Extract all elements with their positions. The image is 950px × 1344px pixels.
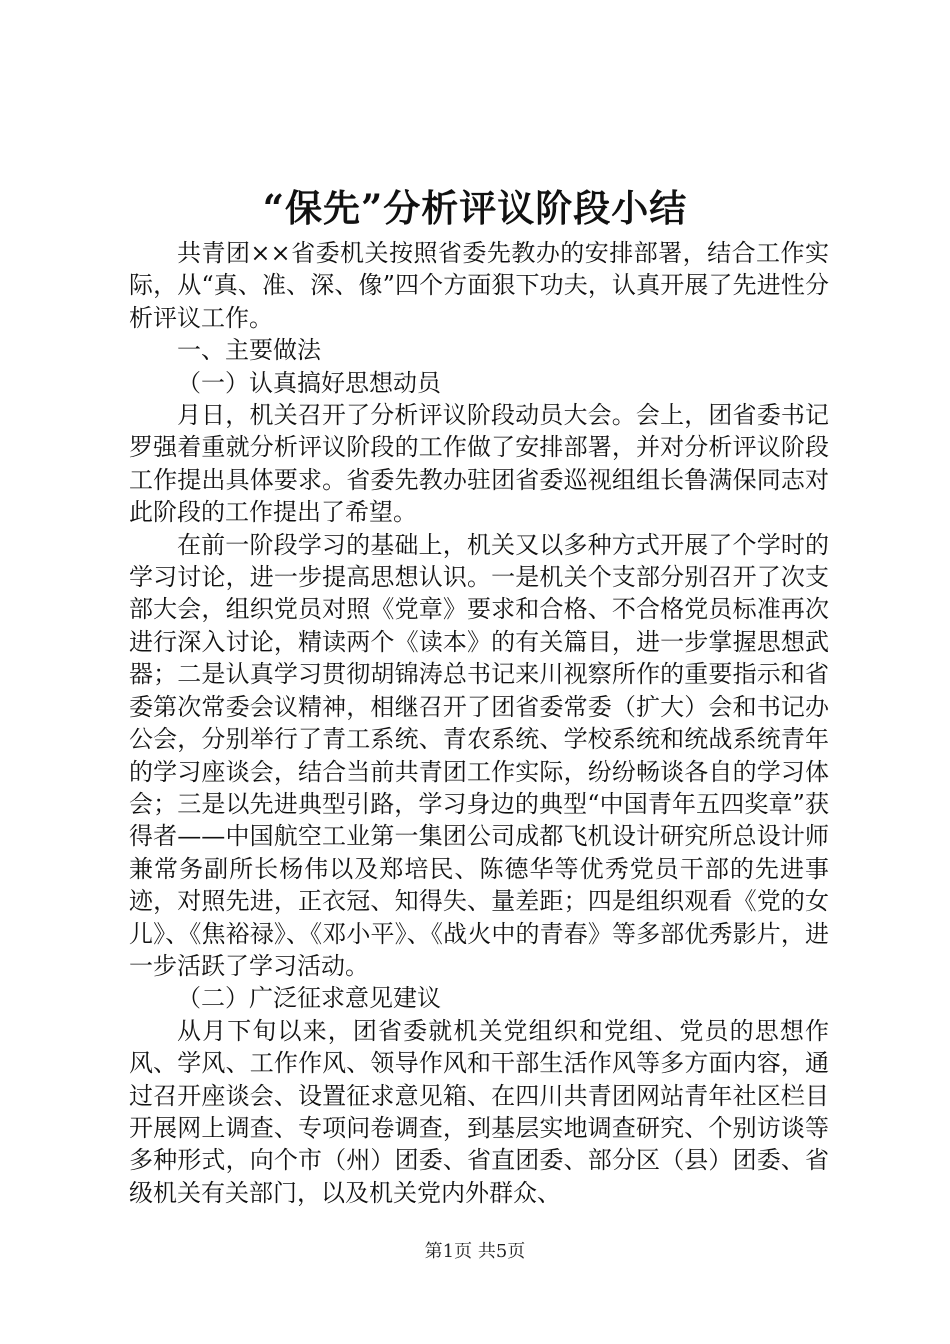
page-number-footer: 第1页 共5页 (424, 1241, 526, 1262)
subsection-heading-mobilization: （一）认真搞好思想动员 (177, 368, 441, 397)
subsection-heading-solicit-opinions: （二）广泛征求意见建议 (177, 984, 441, 1013)
document-title: “保先”分析评议阶段小结 (262, 186, 688, 230)
paragraph-mobilization-meeting: 月日，机关召开了分析评议阶段动员大会。会上，团省委书记罗强着重就分析评议阶段的工作做了安排部署，并对分析评议阶段工作提出具体要求。省委先教办驻团省委巡视组组长鲁满保同志对此阶段的工作提出了希望。 (129, 401, 829, 527)
paragraph-intro: 共青团××省委机关按照省委先教办的安排部署，结合工作实际，从“真、准、深、像”四个方面狠下功夫，认真开展了先进性分析评议工作。 (129, 239, 829, 332)
section-heading-main-practices: 一、主要做法 (177, 336, 321, 365)
paragraph-solicit-opinions: 从月下旬以来，团省委就机关党组织和党组、党员的思想作风、学风、工作作风、领导作风和干部生活作风等多方面内容，通过召开座谈会、设置征求意见箱、在四川共青团网站青年社区栏目开展网上调查、专项问卷调查，到基层实地调查研究、个别访谈等多种形式，向个市（州）团委、省直团委、部分区（县）团委、省级机关有关部门，以及机关党内外群众、 (129, 1016, 829, 1207)
document-body (129, 237, 829, 1209)
paragraph-study-discussion: 在前一阶段学习的基础上，机关又以多种方式开展了个学时的学习讨论，进一步提高思想认识。一是机关个支部分别召开了次支部大会，组织党员对照《党章》要求和合格、不合格党员标准再次进行深入讨论，精读两个《读本》的有关篇目，进一步掌握思想武器；二是认真学习贯彻胡锦涛总书记来川视察所作的重要指示和省委第次常委会议精神，相继召开了团省委常委（扩大）会和书记办公会，分别举行了青工系统、青农系统、学校系统和统战系统青年的学习座谈会，结合当前共青团工作实际，纷纷畅谈各自的学习体会；三是以先进典型引路，学习身边的典型“中国青年五四奖章”获得者——中国航空工业第一集团公司成都飞机设计研究所总设计师兼常务副所长杨伟以及郑培民、陈德华等优秀党员干部的先进事迹，对照先进，正衣冠、知得失、量差距；四是组织观看《党的女儿》、《焦裕禄》、《邓小平》、《战火中的青春》等多部优秀影片，进一步活跃了学习活动。 (129, 530, 829, 980)
